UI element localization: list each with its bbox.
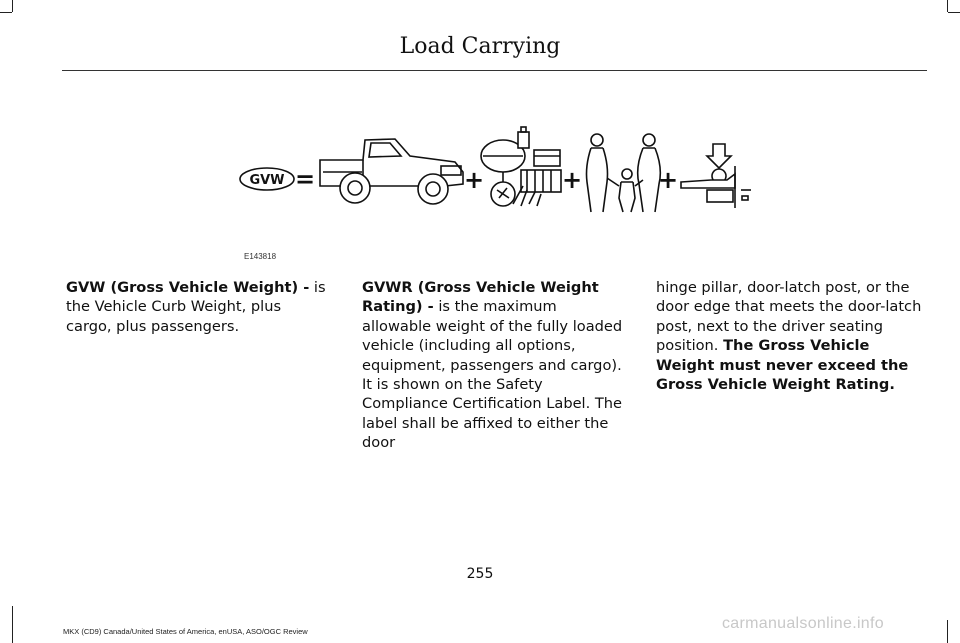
passengers-icon xyxy=(587,134,661,212)
page-title: Load Carrying xyxy=(399,34,561,59)
gvw-badge-text: GVW xyxy=(249,173,285,188)
term-gvwr: GVWR (Gross Vehicle Weight Rating) - xyxy=(362,279,599,316)
crop-mark-top-right-h xyxy=(948,12,960,13)
gvw-illustration xyxy=(235,126,755,218)
crop-mark-top-right xyxy=(947,0,948,12)
page-number: 255 xyxy=(466,566,494,582)
footer-text: MKX (CD9) Canada/United States of America, enUSA, ASO/OGC Review xyxy=(63,627,308,636)
figure-code: E143818 xyxy=(244,252,277,261)
paragraph-gvw xyxy=(66,278,328,336)
term-gvw: GVW (Gross Vehicle Weight) - xyxy=(66,279,310,296)
continued-text: hinge pillar, door-latch post, or the door edge that meets the door-latch post, next to the driver seating position. xyxy=(656,279,922,355)
paragraph-gvwr-continued xyxy=(656,278,928,394)
plus-sign-1: + xyxy=(463,166,485,194)
equals-sign: = xyxy=(294,165,316,193)
crop-mark-top-left xyxy=(12,0,13,12)
definition-gvw: is the Vehicle Curb Weight, plus cargo, plus passengers. xyxy=(66,279,326,335)
weight-warning: The Gross Vehicle Weight must never exceed the Gross Vehicle Weight Rating. xyxy=(656,337,909,394)
gvw-badge-icon xyxy=(240,168,294,190)
crop-mark-bottom-left xyxy=(12,606,13,643)
paragraph-gvwr xyxy=(362,278,624,453)
pickup-truck-icon xyxy=(320,139,463,204)
plus-sign-3: + xyxy=(657,166,679,194)
crop-mark-bottom-right xyxy=(947,620,948,643)
crop-mark-top-left-h xyxy=(0,12,12,13)
header-rule xyxy=(62,70,927,71)
cargo-icon xyxy=(481,127,561,206)
definition-gvwr: is the maximum allowable weight of the fully loaded vehicle (including all options, equipment, passengers and cargo). It is shown on the Safety Compliance Certification Label. The label shall be affixed to either the door xyxy=(362,298,623,452)
plus-sign-2: + xyxy=(561,166,583,194)
trailer-hitch-icon xyxy=(681,144,751,208)
watermark: carmanualsonline.info xyxy=(722,615,884,632)
